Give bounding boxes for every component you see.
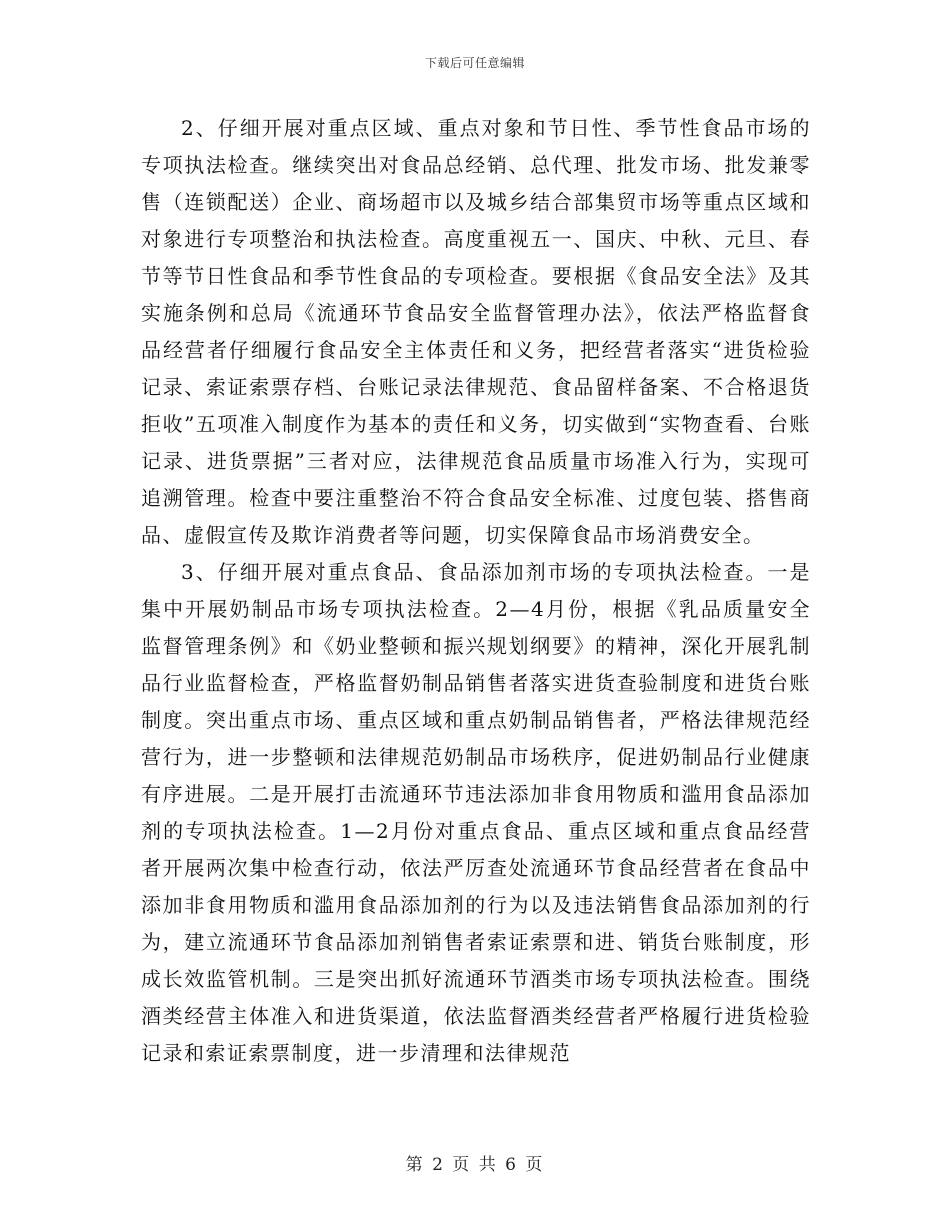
paragraph-3: 3、仔细开展对重点食品、食品添加剂市场的专项执法检查。一是集中开展奶制品市场专项执法检查。2—4月份，根据《乳品质量安全监督管理条例》和《奶业整顿和振兴规划纲要》的精神，深化开展乳制品行业监督检查，严格监督奶制品销售者落实进货查验制度和进货台账制度。突出重点市场、重点区域和重点奶制品销售者，严格法律规范经营行为，进一步整顿和法律规范奶制品市场秩序，促进奶制品行业健康有序进展。二是开展打击流通环节违法添加非食用物质和滥用食品添加剂的专项执法检查。1—2月份对重点食品、重点区域和重点食品经营者开展两次集中检查行动，依法严厉查处流通环节食品经营者在食品中添加非食用物质和滥用食品添加剂的行为以及违法销售食品添加剂的行为，建立流通环节食品添加剂销售者索证索票和进、销货台账制度，形成长效监管机制。三是突出抓好流通环节酒类市场专项执法检查。围绕酒类经营主体准入和进货渠道，依法监督酒类经营者严格履行进货检验记录和索证索票制度，进一步清理和法律规范 [141, 560, 811, 1065]
paragraph-2: 2、仔细开展对重点区域、重点对象和节日性、季节性食品市场的专项执法检查。继续突出对食品总经销、总代理、批发市场、批发兼零售（连锁配送）企业、商场超市以及城乡结合部集贸市场等重点区域和对象进行专项整治和执法检查。高度重视五一、国庆、中秋、元旦、春节等节日性食品和季节性食品的专项检查。要根据《食品安全法》及其实施条例和总局《流通环节食品安全监督管理办法》，依法严格监督食品经营者仔细履行食品安全主体责任和义务，把经营者落实“进货检验记录、索证索票存档、台账记录法律规范、食品留样备案、不合格退货拒收”五项准入制度作为基本的责任和义务，切实做到“实物查看、台账记录、进货票据”三者对应，法律规范食品质量市场准入行为，实现可追溯管理。检查中要注重整治不符合食品安全标准、过度包装、搭售商品、虚假宣传及欺诈消费者等问题，切实保障食品市场消费安全。 [141, 116, 811, 547]
document-body [141, 110, 811, 1072]
page-number-footer: 第 2 页 共 6 页 [405, 1155, 545, 1175]
page-header: 下载后可任意编辑 [424, 56, 525, 70]
